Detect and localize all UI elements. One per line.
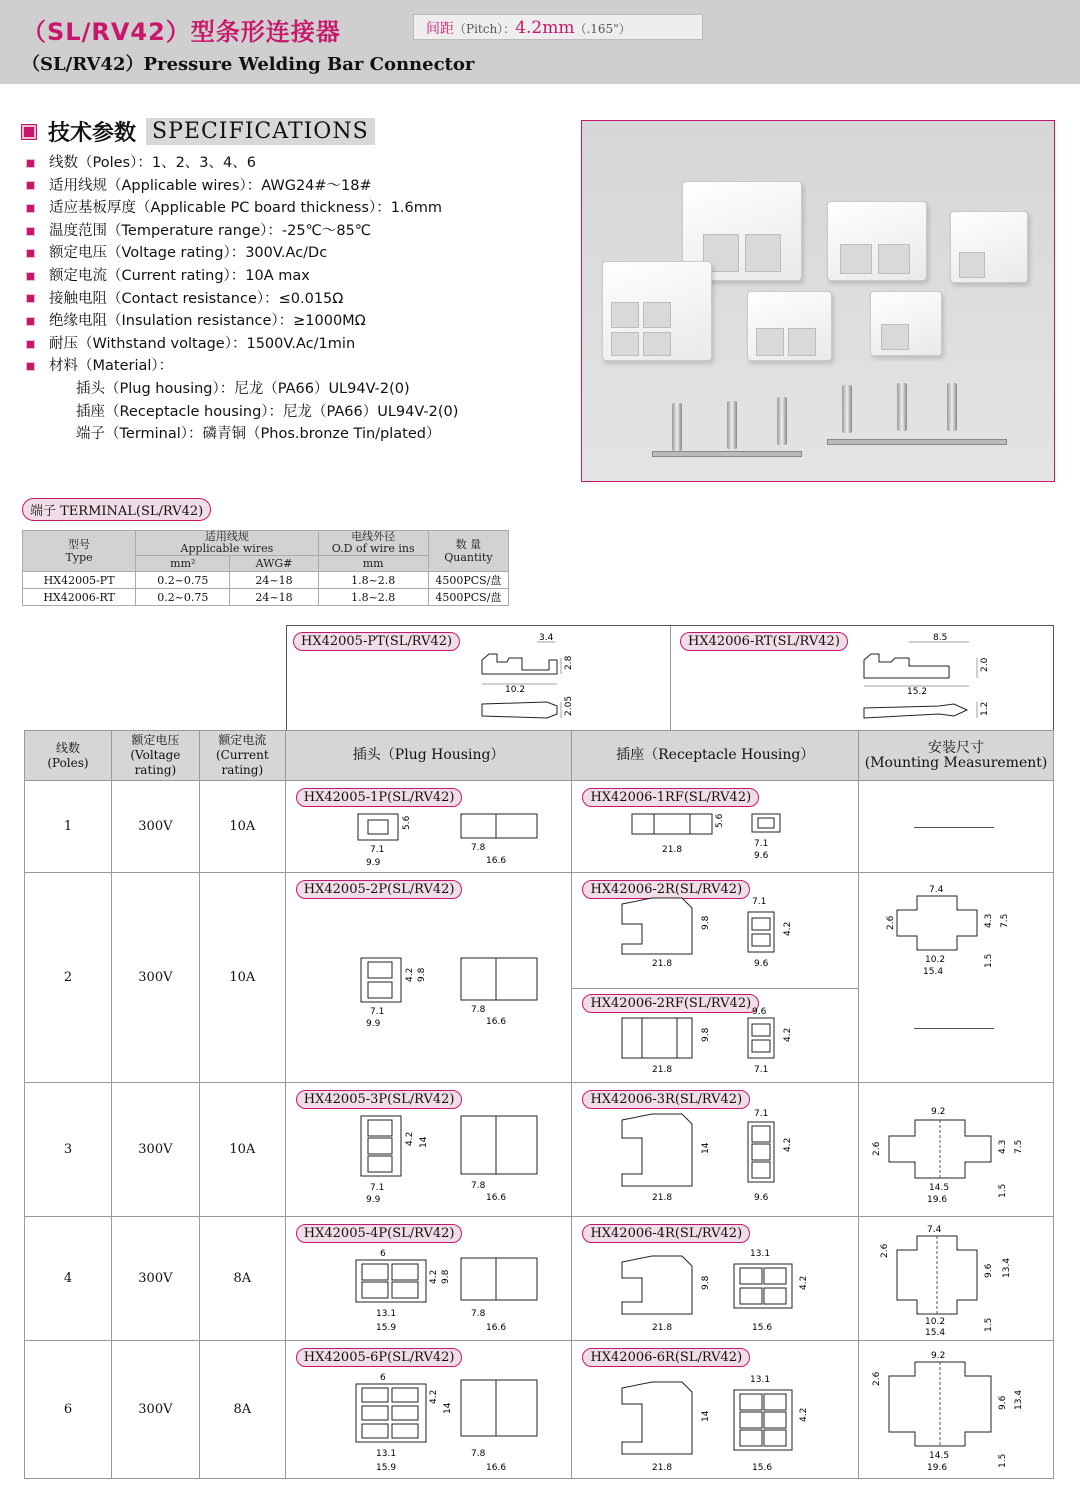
receptacle-drawing bbox=[582, 1006, 842, 1081]
svg-text:7.8: 7.8 bbox=[470, 1180, 486, 1191]
svg-text:8.5: 8.5 bbox=[933, 633, 948, 643]
spec-item: 额定电压（Voltage rating）：300V.Ac/Dc bbox=[26, 242, 458, 265]
svg-text:13.1: 13.1 bbox=[750, 1248, 771, 1259]
spec-item: 线数（Poles）：1、2、3、4、6 bbox=[26, 152, 458, 175]
mounting-drawing bbox=[867, 1222, 1047, 1338]
svg-text:9.9: 9.9 bbox=[365, 857, 381, 868]
svg-text:14: 14 bbox=[418, 1136, 429, 1148]
rt-label: HX42006-RT(SL/RV42) bbox=[680, 632, 848, 651]
pitch-label: （Pitch）： bbox=[454, 22, 516, 36]
connector-spec-table bbox=[24, 730, 1054, 1479]
svg-text:9.6: 9.6 bbox=[754, 1192, 769, 1203]
product-photo bbox=[581, 120, 1055, 482]
svg-text:10.2: 10.2 bbox=[925, 1316, 946, 1327]
bullet-icon bbox=[26, 181, 35, 190]
svg-text:9.8: 9.8 bbox=[440, 1269, 451, 1284]
svg-text:4.3: 4.3 bbox=[998, 1139, 1009, 1154]
bullet-icon bbox=[26, 159, 35, 168]
svg-text:16.6: 16.6 bbox=[485, 1462, 506, 1473]
header-band bbox=[0, 0, 1080, 84]
svg-text:19.6: 19.6 bbox=[927, 1462, 948, 1473]
plug-drawing bbox=[296, 1112, 556, 1212]
svg-text:2.6: 2.6 bbox=[886, 915, 897, 930]
svg-text:21.8: 21.8 bbox=[652, 1462, 673, 1473]
receptacle-drawing bbox=[582, 1364, 842, 1476]
svg-text:4.2: 4.2 bbox=[783, 1137, 794, 1152]
table-header-row: 线数 (Poles) 额定电压 (Voltage rating) 额定电流 (Current rating) 插头（Plug Housing） 插座（Receptacle Housing） 安装尺寸 (Mounting Measurement) bbox=[25, 731, 1054, 781]
connector-photo bbox=[602, 261, 712, 361]
receptacle-drawing bbox=[582, 894, 842, 974]
svg-text:7.1: 7.1 bbox=[754, 1064, 769, 1075]
svg-text:15.9: 15.9 bbox=[375, 1322, 396, 1333]
part-label: HX42005-6P(SL/RV42) bbox=[296, 1348, 463, 1367]
connector-photo bbox=[950, 211, 1028, 283]
svg-text:4.2: 4.2 bbox=[783, 1027, 794, 1042]
pitch-cn: 间距 bbox=[426, 21, 454, 37]
svg-text:21.8: 21.8 bbox=[652, 958, 673, 969]
svg-text:7.1: 7.1 bbox=[369, 1182, 385, 1193]
part-label: HX42006-3R(SL/RV42) bbox=[582, 1090, 750, 1109]
svg-text:4.2: 4.2 bbox=[404, 967, 415, 982]
svg-text:14: 14 bbox=[442, 1402, 453, 1414]
svg-text:2.6: 2.6 bbox=[880, 1243, 891, 1258]
bullet-icon bbox=[26, 317, 35, 326]
svg-text:7.8: 7.8 bbox=[470, 1004, 486, 1015]
spec-item: 额定电流（Current rating）：10A max bbox=[26, 265, 458, 288]
terminal-strip-photo bbox=[652, 451, 802, 457]
receptacle-drawing bbox=[582, 1104, 842, 1214]
svg-text:1.5: 1.5 bbox=[998, 1453, 1009, 1468]
svg-text:2.6: 2.6 bbox=[872, 1371, 883, 1386]
table-row: 1 300V 10A HX42005-1P(SL/RV42) 5.6 7.1 9.9 7.8 16.6 HX42006-1RF(SL/RV42) 5.6 21.8 7.1 9.6 bbox=[25, 781, 1054, 873]
svg-text:16.6: 16.6 bbox=[485, 1016, 506, 1027]
svg-text:16.6: 16.6 bbox=[485, 855, 506, 866]
svg-text:16.6: 16.6 bbox=[485, 1192, 506, 1203]
part-label: HX42006-4R(SL/RV42) bbox=[582, 1224, 750, 1243]
svg-text:4.2: 4.2 bbox=[799, 1275, 810, 1290]
mounting-drawing bbox=[867, 880, 1047, 980]
svg-text:1.2: 1.2 bbox=[980, 701, 990, 716]
bullet-icon bbox=[26, 362, 35, 371]
terminal-table: 型号 Type 适用线规 Applicable wires 电线外径 O.D of wire ins 数 量 Quantity mm² AWG# mm HX42005-PT 0.2~0.75 24~18 1.8~2.8 4500PCS/盘 HX42006-RT 0.2~0.75 24~18 1.8~2.8 4500PCS/盘 bbox=[22, 530, 509, 606]
svg-text:14.5: 14.5 bbox=[929, 1450, 950, 1461]
table-header-row: 型号 Type 适用线规 Applicable wires 电线外径 O.D of wire ins 数 量 Quantity bbox=[23, 531, 509, 556]
svg-text:13.1: 13.1 bbox=[750, 1374, 771, 1385]
svg-text:21.8: 21.8 bbox=[652, 1322, 673, 1333]
no-mount-dash bbox=[914, 1028, 994, 1029]
spec-title-en: SPECIFICATIONS bbox=[146, 118, 375, 145]
svg-text:7.1: 7.1 bbox=[754, 1108, 769, 1119]
svg-text:1.5: 1.5 bbox=[984, 953, 995, 968]
svg-text:4.2: 4.2 bbox=[783, 921, 794, 936]
svg-text:9.6: 9.6 bbox=[752, 1006, 767, 1017]
plug-drawing bbox=[296, 810, 556, 870]
part-label: HX42005-2P(SL/RV42) bbox=[296, 880, 463, 899]
connector-photo bbox=[870, 291, 942, 356]
part-label: HX42005-1P(SL/RV42) bbox=[296, 788, 463, 807]
part-label: HX42005-4P(SL/RV42) bbox=[296, 1224, 463, 1243]
svg-text:21.8: 21.8 bbox=[652, 1192, 673, 1203]
svg-text:4.2: 4.2 bbox=[428, 1269, 439, 1284]
terminal-strip-photo bbox=[827, 439, 1007, 445]
svg-text:9.8: 9.8 bbox=[701, 1027, 712, 1042]
svg-text:1.5: 1.5 bbox=[984, 1317, 995, 1332]
svg-text:13.1: 13.1 bbox=[375, 1308, 396, 1319]
table-row: HX42005-PT 0.2~0.75 24~18 1.8~2.8 4500PCS/盘 bbox=[23, 572, 509, 589]
rt-terminal-drawing bbox=[859, 632, 1009, 732]
svg-text:9.6: 9.6 bbox=[998, 1395, 1009, 1410]
receptacle-drawing bbox=[582, 810, 842, 870]
svg-text:16.6: 16.6 bbox=[485, 1322, 506, 1333]
svg-text:7.1: 7.1 bbox=[754, 838, 769, 849]
pt-terminal-drawing bbox=[477, 632, 597, 732]
svg-text:13.4: 13.4 bbox=[1002, 1257, 1013, 1278]
svg-text:14: 14 bbox=[701, 1142, 712, 1154]
spec-item: 耐压（Withstand voltage）：1500V.Ac/1min bbox=[26, 333, 458, 356]
spec-item: 接触电阻（Contact resistance）：≤0.015Ω bbox=[26, 288, 458, 311]
svg-text:7.1: 7.1 bbox=[752, 896, 767, 907]
svg-text:9.6: 9.6 bbox=[984, 1263, 995, 1278]
svg-text:4.3: 4.3 bbox=[984, 913, 995, 928]
spec-item: 适应基板厚度（Applicable PC board thickness）：1.6mm bbox=[26, 197, 458, 220]
part-label: HX42006-1RF(SL/RV42) bbox=[582, 788, 759, 807]
svg-text:7.5: 7.5 bbox=[1014, 1139, 1025, 1154]
plug-drawing bbox=[296, 1244, 556, 1339]
svg-text:9.9: 9.9 bbox=[365, 1018, 381, 1029]
bullet-icon bbox=[26, 272, 35, 281]
receptacle-drawing bbox=[582, 1238, 842, 1338]
no-mount-dash bbox=[914, 827, 994, 828]
svg-text:2.6: 2.6 bbox=[872, 1141, 883, 1156]
title-en: （SL/RV42）Pressure Welding Bar Connector bbox=[22, 54, 475, 75]
table-row: 4 300V 8A HX42005-4P(SL/RV42) 6 4.2 9.8 13.1 15.9 7.8 16.6 HX42006-4R(SL/RV42) 13.1 9.8 4.2 21.8 15.6 7.4 2.6 9.6 13.4 10.2 15.4 1.5 bbox=[25, 1217, 1054, 1341]
bullet-icon bbox=[26, 249, 35, 258]
bullet-icon bbox=[26, 227, 35, 236]
terminal-section-label: 端子 TERMINAL(SL/RV42) bbox=[22, 498, 211, 521]
svg-text:9.6: 9.6 bbox=[754, 958, 769, 969]
spec-item: 绝缘电阻（Insulation resistance）：≥1000MΩ bbox=[26, 310, 458, 333]
spec-title-cn: 技术参数 bbox=[48, 121, 137, 146]
svg-text:2.05: 2.05 bbox=[564, 695, 574, 716]
material-item: 插座（Receptacle housing）：尼龙（PA66）UL94V-2(0) bbox=[76, 403, 459, 420]
svg-text:7.1: 7.1 bbox=[369, 1006, 385, 1017]
table-row: 6 300V 8A HX42005-6P(SL/RV42) 6 4.2 14 13.1 15.9 7.8 16.6 HX42006-6R(SL/RV42) 13.1 14 4.2 21.8 15.6 9.2 2.6 9.6 13.4 14.5 19.6 1.5 bbox=[25, 1341, 1054, 1479]
spec-list bbox=[26, 152, 458, 446]
svg-text:21.8: 21.8 bbox=[662, 844, 683, 855]
svg-text:6: 6 bbox=[379, 1248, 386, 1259]
pitch-box bbox=[413, 14, 703, 40]
svg-text:3.4: 3.4 bbox=[539, 633, 554, 643]
terminal-drawing-frame bbox=[286, 625, 1054, 731]
svg-text:2.8: 2.8 bbox=[564, 655, 574, 670]
svg-text:7.5: 7.5 bbox=[1000, 913, 1011, 928]
svg-text:7.8: 7.8 bbox=[470, 1308, 486, 1319]
square-bullet-icon bbox=[22, 125, 36, 139]
svg-text:7.4: 7.4 bbox=[929, 884, 944, 895]
svg-text:10.2: 10.2 bbox=[505, 685, 526, 695]
svg-text:9.8: 9.8 bbox=[701, 915, 712, 930]
svg-text:5.6: 5.6 bbox=[715, 813, 726, 828]
svg-text:5.6: 5.6 bbox=[401, 815, 412, 830]
svg-text:7.4: 7.4 bbox=[927, 1224, 942, 1235]
part-label: HX42006-2RF(SL/RV42) bbox=[582, 994, 759, 1013]
svg-text:13.1: 13.1 bbox=[375, 1448, 396, 1459]
pitch-value: 4.2mm bbox=[515, 18, 575, 38]
bullet-icon bbox=[26, 294, 35, 303]
bullet-icon bbox=[26, 204, 35, 213]
svg-text:1.5: 1.5 bbox=[998, 1183, 1009, 1198]
svg-text:9.6: 9.6 bbox=[754, 850, 769, 861]
svg-text:7.8: 7.8 bbox=[470, 842, 486, 853]
plug-drawing bbox=[296, 1368, 556, 1476]
svg-text:2.0: 2.0 bbox=[980, 657, 990, 672]
title-cn: （SL/RV42）型条形连接器 bbox=[22, 18, 341, 46]
svg-text:15.9: 15.9 bbox=[375, 1462, 396, 1473]
table-row: 3 300V 10A HX42005-3P(SL/RV42) 4.2 14 7.1 9.9 7.8 16.6 HX42006-3R(SL/RV42) 7.1 14 4.2 21.8 9.6 9.2 2.6 4.3 7.5 14.5 19.6 1.5 bbox=[25, 1083, 1054, 1217]
svg-text:15.6: 15.6 bbox=[752, 1322, 773, 1333]
spec-item: 材料（Material）： bbox=[26, 355, 458, 378]
svg-text:15.2: 15.2 bbox=[907, 687, 928, 697]
svg-text:7.1: 7.1 bbox=[369, 844, 385, 855]
svg-text:14.5: 14.5 bbox=[929, 1182, 950, 1193]
svg-text:15.4: 15.4 bbox=[925, 1327, 946, 1338]
connector-photo bbox=[747, 291, 832, 361]
plug-drawing bbox=[296, 954, 556, 1044]
spec-item: 适用线规（Applicable wires）：AWG24#～18# bbox=[26, 175, 458, 198]
spec-title bbox=[22, 116, 375, 147]
table-row: HX42006-RT 0.2~0.75 24~18 1.8~2.8 4500PCS/盘 bbox=[23, 589, 509, 606]
pt-label: HX42005-PT(SL/RV42) bbox=[293, 632, 460, 651]
bullet-icon bbox=[26, 340, 35, 349]
svg-text:14: 14 bbox=[701, 1410, 712, 1422]
table-row: 2 300V 10A HX42005-2P(SL/RV42) 4.2 9.8 7.1 9.9 7.8 16.6 HX42006-2R(SL/RV42) 7.1 9.8 4.2 21.8 9.6 HX42006-2RF(SL/RV42) 9.6 9.8 4.2 21.8 7.1 7.4 2.6 4.3 7.5 10.2 15.4 1.5 bbox=[25, 873, 1054, 1083]
svg-text:15.6: 15.6 bbox=[752, 1462, 773, 1473]
svg-text:4.2: 4.2 bbox=[404, 1131, 415, 1146]
svg-text:15.4: 15.4 bbox=[923, 966, 944, 977]
connector-photo bbox=[827, 201, 927, 281]
mounting-drawing bbox=[867, 1346, 1047, 1474]
part-label: HX42006-6R(SL/RV42) bbox=[582, 1348, 750, 1367]
svg-text:21.8: 21.8 bbox=[652, 1064, 673, 1075]
svg-text:9.8: 9.8 bbox=[416, 967, 427, 982]
svg-text:13.4: 13.4 bbox=[1014, 1389, 1025, 1410]
svg-text:10.2: 10.2 bbox=[925, 954, 946, 965]
svg-text:4.2: 4.2 bbox=[428, 1389, 439, 1404]
material-item: 插头（Plug housing）：尼龙（PA66）UL94V-2(0) bbox=[76, 380, 410, 397]
mounting-drawing bbox=[867, 1098, 1047, 1208]
svg-text:9.2: 9.2 bbox=[931, 1106, 946, 1117]
part-label: HX42006-2R(SL/RV42) bbox=[582, 880, 750, 899]
svg-text:9.9: 9.9 bbox=[365, 1194, 381, 1205]
svg-text:6: 6 bbox=[379, 1372, 386, 1383]
spec-item: 温度范围（Temperature range）：-25℃～85℃ bbox=[26, 220, 458, 243]
svg-text:9.8: 9.8 bbox=[701, 1275, 712, 1290]
svg-text:19.6: 19.6 bbox=[927, 1194, 948, 1205]
svg-text:4.2: 4.2 bbox=[799, 1407, 810, 1422]
pitch-inch: （.165"） bbox=[574, 22, 631, 36]
material-item: 端子（Terminal）：磷青铜（Phos.bronze Tin/plated） bbox=[76, 426, 441, 443]
part-label: HX42005-3P(SL/RV42) bbox=[296, 1090, 463, 1109]
svg-text:7.8: 7.8 bbox=[470, 1448, 486, 1459]
svg-text:9.2: 9.2 bbox=[931, 1350, 946, 1361]
